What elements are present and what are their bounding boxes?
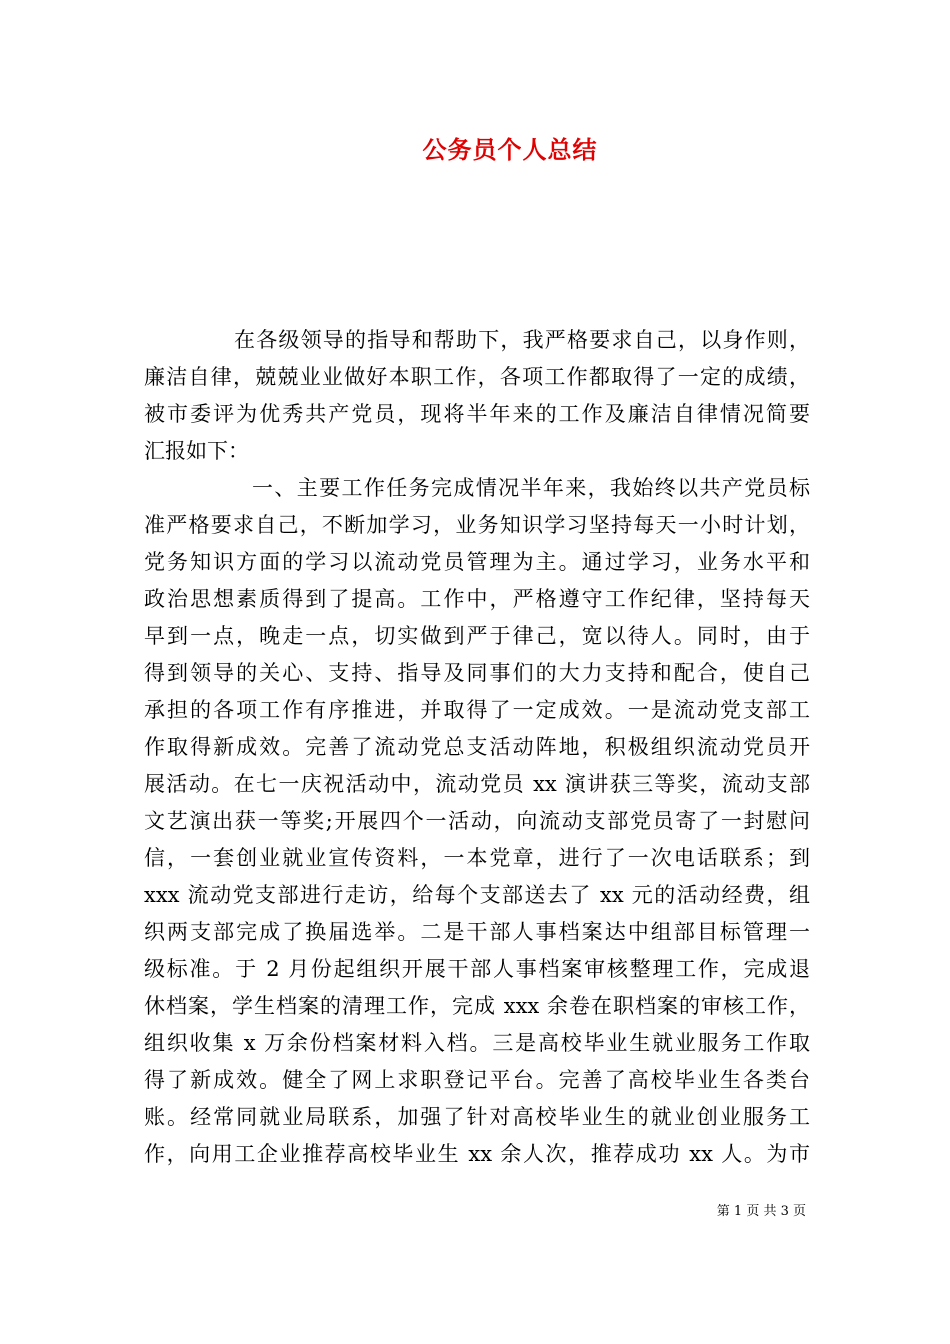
text-line: 休档案，学生档案的清理工作，完成 xxx 余卷在职档案的审核工作， — [144, 994, 810, 1018]
text-line: 廉洁自律，兢兢业业做好本职工作，各项工作都取得了一定的成绩， — [144, 365, 810, 389]
text-line: 得了新成效。健全了网上求职登记平台。完善了高校毕业生各类台 — [144, 1068, 810, 1092]
text-line: 作，向用工企业推荐高校毕业生 xx 余人次，推荐成功 xx 人。为市 — [144, 1142, 810, 1166]
text-line: 准严格要求自己，不断加学习，业务知识学习坚持每天一小时计划， — [144, 513, 810, 537]
paragraph-main-work — [144, 470, 810, 1173]
text-line: 得到领导的关心、支持、指导及同事们的大力支持和配合，使自己 — [144, 661, 810, 685]
paragraph-intro — [144, 322, 810, 470]
text-line: 党务知识方面的学习以流动党员管理为主。通过学习，业务水平和 — [144, 550, 810, 574]
text-line: 承担的各项工作有序推进，并取得了一定成效。一是流动党支部工 — [144, 698, 810, 722]
document-title: 公务员个人总结 — [422, 135, 598, 164]
text-line: 信，一套创业就业宣传资料，一本党章，进行了一次电话联系；到 — [144, 846, 810, 870]
text-line: 汇报如下： — [144, 439, 249, 463]
text-line: 早到一点，晚走一点，切实做到严于律己，宽以待人。同时，由于 — [144, 624, 810, 648]
text-line: 文艺演出获一等奖;开展四个一活动，向流动支部党员寄了一封慰问 — [144, 809, 810, 833]
text-line: 组织收集 x 万余份档案材料入档。三是高校毕业生就业服务工作取 — [144, 1031, 810, 1055]
text-line: 政治思想素质得到了提高。工作中，严格遵守工作纪律，坚持每天 — [144, 587, 810, 611]
text-line: xxx 流动党支部进行走访，给每个支部送去了 xx 元的活动经费，组 — [144, 883, 810, 907]
document-body — [144, 322, 810, 1173]
text-line: 被市委评为优秀共产党员，现将半年来的工作及廉洁自律情况简要 — [144, 402, 810, 426]
text-line: 一、主要工作任务完成情况半年来，我始终以共产党员标 — [252, 476, 810, 500]
page-number: 第 1 页 共 3 页 — [716, 1204, 806, 1219]
text-line: 展活动。在七一庆祝活动中，流动党员 xx 演讲获三等奖，流动支部 — [144, 772, 810, 796]
text-line: 账。经常同就业局联系，加强了针对高校毕业生的就业创业服务工 — [144, 1105, 810, 1129]
text-line: 作取得新成效。完善了流动党总支活动阵地，积极组织流动党员开 — [144, 735, 810, 759]
text-line: 在各级领导的指导和帮助下，我严格要求自己，以身作则， — [234, 328, 810, 352]
text-line: 织两支部完成了换届选举。二是干部人事档案达中组部目标管理一 — [144, 920, 810, 944]
text-line: 级标准。于 2 月份起组织开展干部人事档案审核整理工作，完成退 — [144, 957, 810, 981]
